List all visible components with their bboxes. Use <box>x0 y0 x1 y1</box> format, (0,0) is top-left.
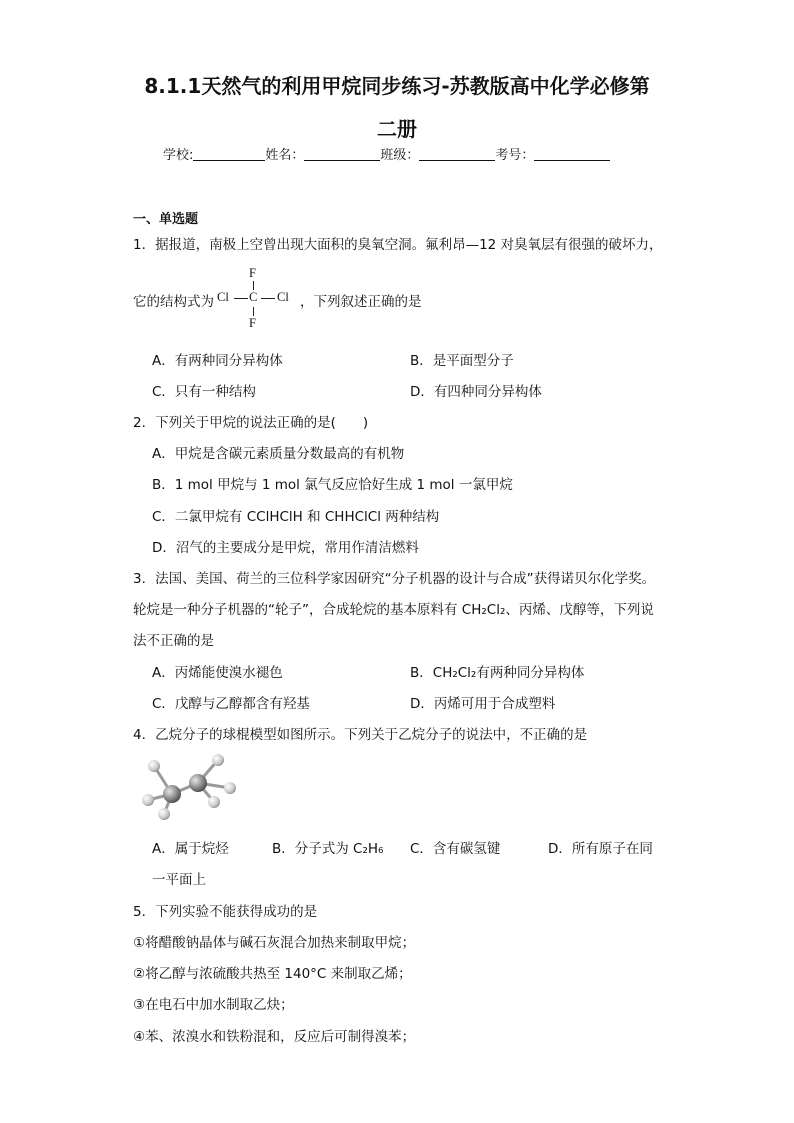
q3-option-a[interactable]: A．丙烯能使溴水褪色 <box>152 665 283 681</box>
school-label: 学校: <box>163 148 194 163</box>
q5-item: ③在电石中加水制取乙炔； <box>133 997 294 1013</box>
formula-bond-top <box>253 281 254 290</box>
carbon-atom <box>189 774 207 792</box>
q3-option-d[interactable]: D．丙烯可用于合成塑料 <box>410 696 556 712</box>
number-blank[interactable] <box>534 148 610 161</box>
q4-option-d-continued: 一平面上 <box>152 872 206 888</box>
q4-stem: 4．乙烷分子的球棍模型如图所示。下列关于乙烷分子的说法中，不正确的是 <box>133 727 588 743</box>
q5-item: ②将乙醇与浓硫酸共热至 140°C 来制取乙烯； <box>133 966 412 982</box>
page-title: 8.1.1天然气的利用甲烷同步练习-苏教版高中化学必修第 <box>144 74 650 98</box>
q2-option-d[interactable]: D．沼气的主要成分是甲烷，常用作清洁燃料 <box>152 540 419 556</box>
q1-option-a[interactable]: A．有两种同分异构体 <box>152 353 283 369</box>
q1-option-c[interactable]: C．只有一种结构 <box>152 384 256 400</box>
page-title-continued: 二册 <box>377 117 417 141</box>
q2-option-a[interactable]: A．甲烷是含碳元素质量分数最高的有机物 <box>152 446 405 462</box>
class-label: 班级： <box>380 148 420 163</box>
q1-stem: 1．据报道，南极上空曾出现大面积的臭氧空洞。氟利昂—12 对臭氧层有很强的破坏力， <box>133 237 663 253</box>
q5-item: ④苯、浓溴水和铁粉混和，反应后可制得溴苯； <box>133 1029 416 1045</box>
q4-option-d[interactable]: D．所有原子在同 <box>548 841 653 857</box>
q4-option-b[interactable]: B．分子式为 C₂H₆ <box>272 841 384 857</box>
formula-bond-left <box>234 298 248 299</box>
hydrogen-atom <box>224 782 236 794</box>
formula-bottom-f: F <box>249 316 256 330</box>
carbon-atom <box>163 785 181 803</box>
number-label: 考号： <box>495 148 535 163</box>
q1-option-d[interactable]: D．有四种同分异构体 <box>410 384 542 400</box>
q3-stem-line3: 法不正确的是 <box>133 633 214 649</box>
q5-stem: 5．下列实验不能获得成功的是 <box>133 904 318 920</box>
q2-option-b[interactable]: B．1 mol 甲烷与 1 mol 氯气反应恰好生成 1 mol 一氯甲烷 <box>152 477 513 493</box>
formula-left-cl: Cl <box>217 290 229 304</box>
formula-center-c: C <box>249 290 258 304</box>
q3-option-c[interactable]: C．戊醇与乙醇都含有羟基 <box>152 696 310 712</box>
hydrogen-atom <box>148 760 160 772</box>
structural-formula <box>217 266 297 332</box>
name-label: 姓名： <box>265 148 305 163</box>
formula-bond-right <box>261 298 275 299</box>
hydrogen-atom <box>158 808 170 820</box>
q1-stem-post: ，下列叙述正确的是 <box>300 294 422 310</box>
section-heading: 一、单选题 <box>133 212 199 227</box>
student-info-line <box>163 144 610 163</box>
q3-stem-line1: 3．法国、美国、荷兰的三位科学家因研究“分子机器的设计与合成”获得诺贝尔化学奖。 <box>133 571 656 587</box>
name-blank[interactable] <box>304 148 380 161</box>
q1-option-b[interactable]: B．是平面型分子 <box>410 353 514 369</box>
ethane-ball-stick-model <box>140 752 240 822</box>
hydrogen-atom <box>208 796 220 808</box>
q3-option-b[interactable]: B．CH₂Cl₂有两种同分异构体 <box>410 665 585 681</box>
q1-stem-pre: 它的结构式为 <box>133 294 214 310</box>
formula-top-f: F <box>249 266 256 280</box>
hydrogen-atom <box>212 754 224 766</box>
hydrogen-atom <box>142 794 154 806</box>
q3-stem-line2: 轮烷是一种分子机器的“轮子”，合成轮烷的基本原料有 CH₂Cl₂、丙烯、戊醇等，下列说 <box>133 602 654 618</box>
school-blank[interactable] <box>193 148 265 161</box>
formula-right-cl: Cl <box>277 290 289 304</box>
class-blank[interactable] <box>419 148 495 161</box>
formula-bond-bottom <box>253 307 254 316</box>
q2-stem: 2．下列关于甲烷的说法正确的是( ) <box>133 415 369 431</box>
q4-option-c[interactable]: C．含有碳氢键 <box>410 841 501 857</box>
q2-option-c[interactable]: C．二氯甲烷有 CClHClH 和 CHHClCl 两种结构 <box>152 509 440 525</box>
q5-item: ①将醋酸钠晶体与碱石灰混合加热来制取甲烷； <box>133 935 416 951</box>
q4-option-a[interactable]: A．属于烷烃 <box>152 841 229 857</box>
